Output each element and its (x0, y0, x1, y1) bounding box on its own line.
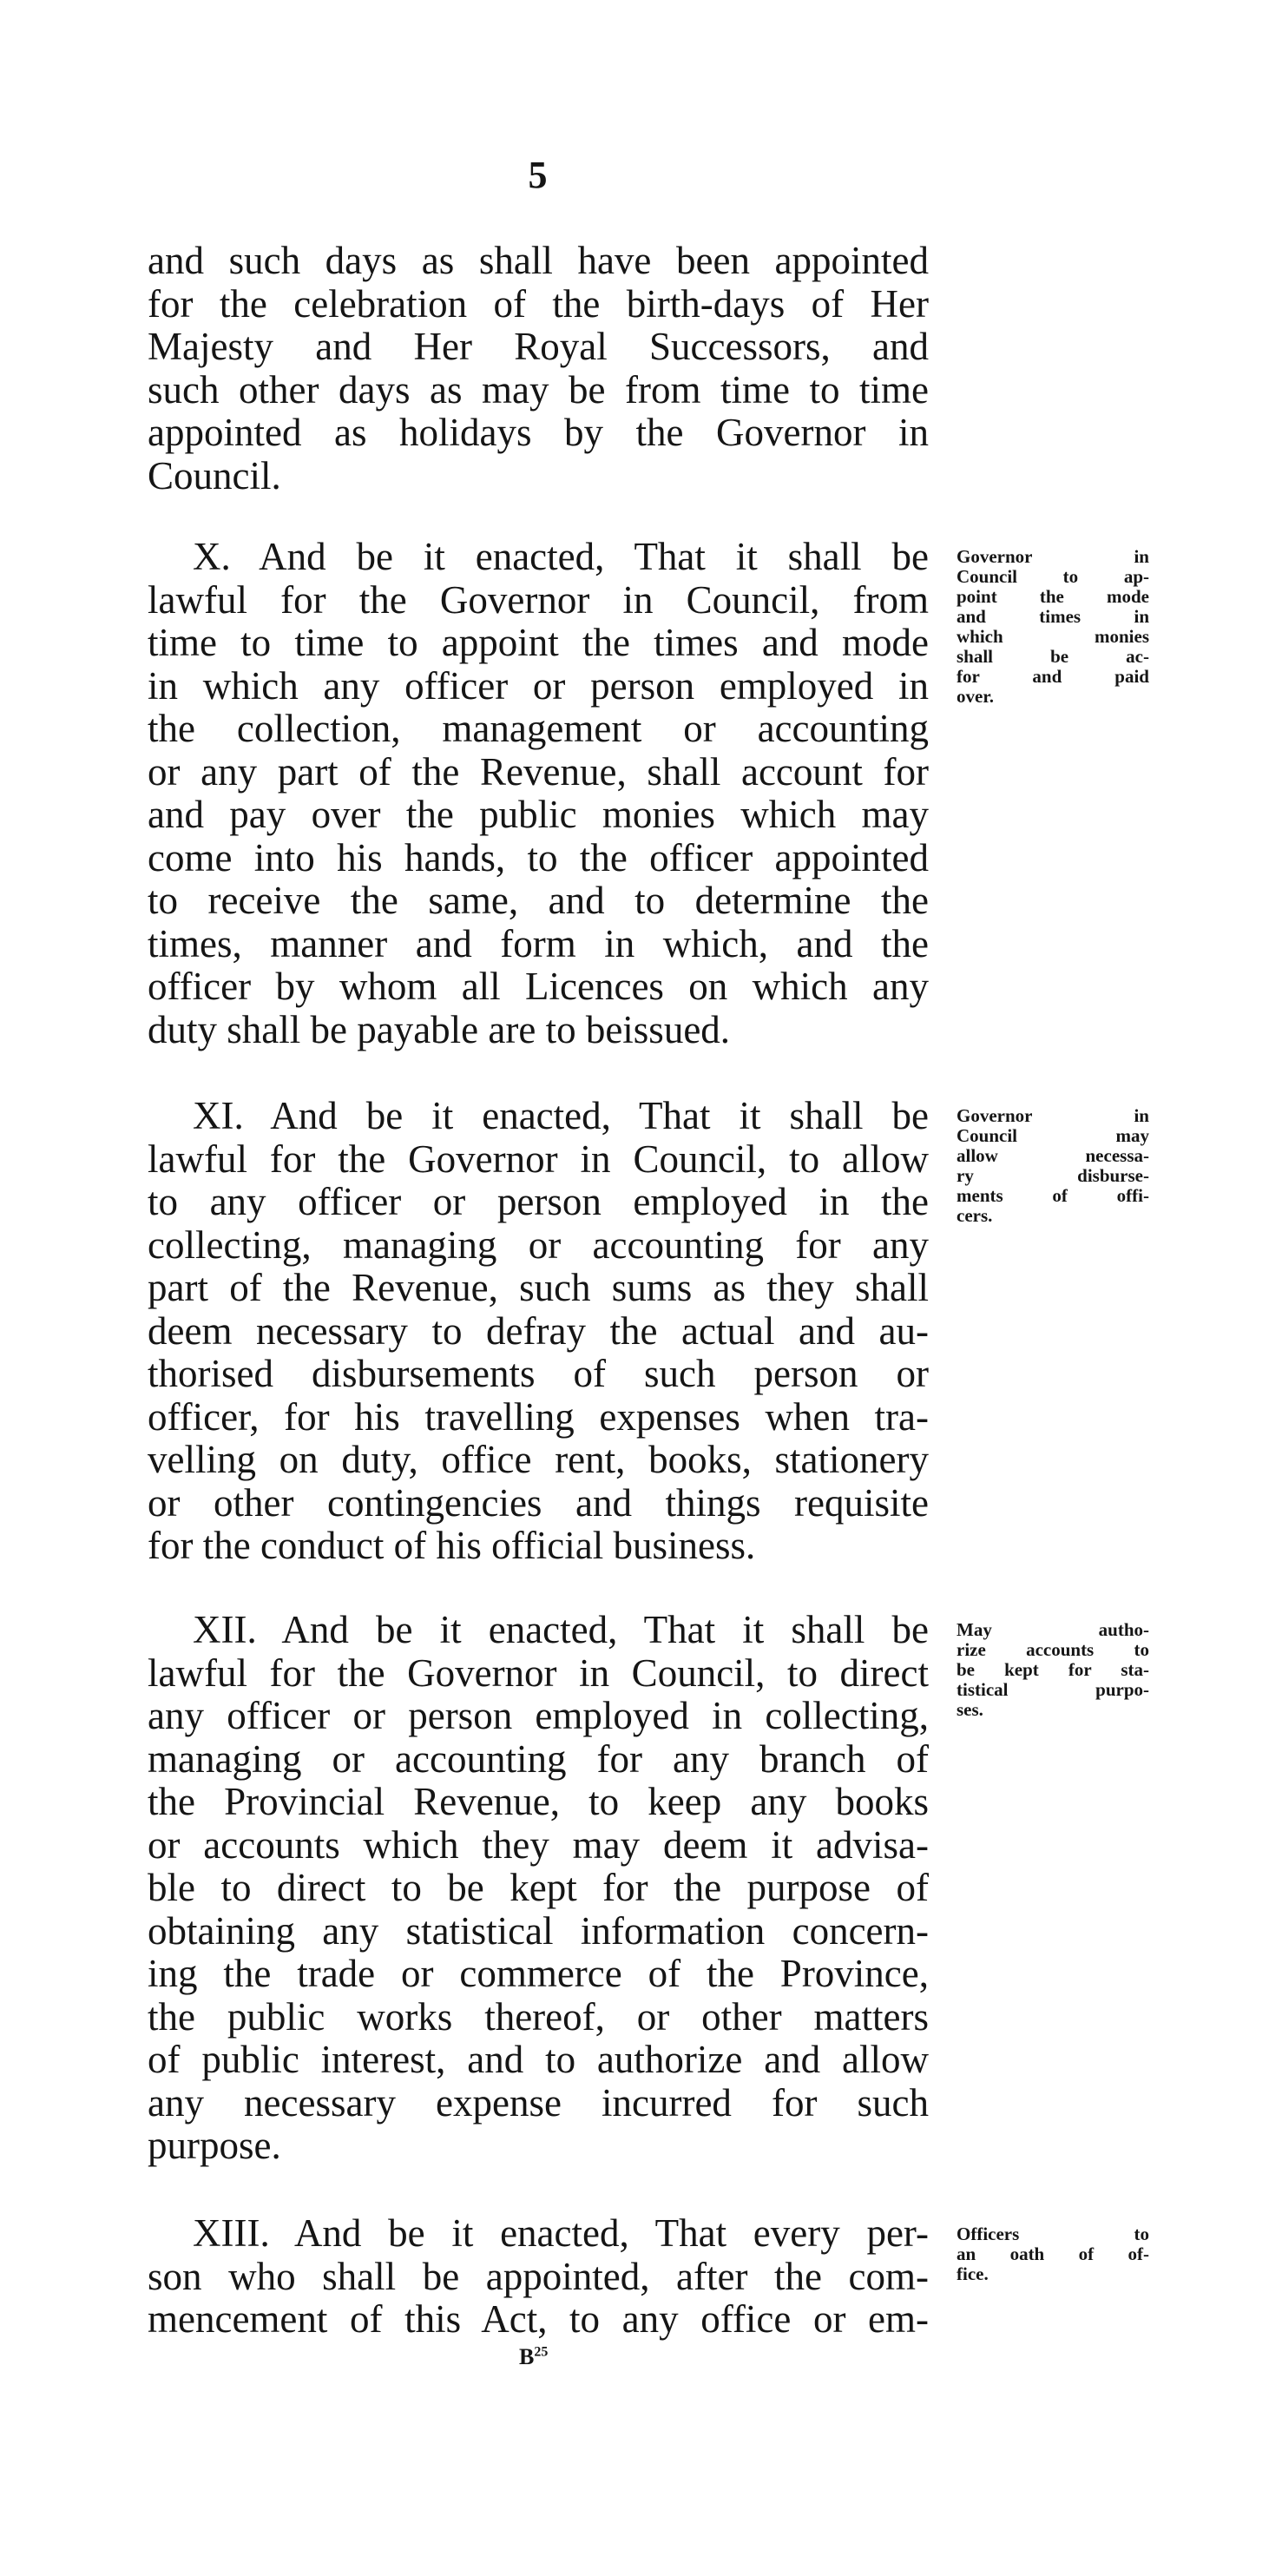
section-xii (148, 1609, 929, 2168)
section-heading-line: XI. And be it enacted, That it shall be (193, 1094, 929, 1137)
margin-note-line: point the mode (957, 586, 1149, 607)
text-line: and pay over the public monies which may (148, 793, 929, 836)
text-line: to any officer or person employed in the (148, 1180, 929, 1223)
signature-letter: B (519, 2344, 535, 2369)
text-line: the Provincial Revenue, to keep any books (148, 1780, 929, 1823)
margin-note-line: allow necessa- (957, 1145, 1149, 1166)
text-line: or any part of the Revenue, shall account for (148, 749, 929, 794)
text-line: deem necessary to defray the actual and au- (148, 1308, 929, 1353)
margin-note-line: an oath of of- (957, 2243, 1149, 2264)
text-line: or accounts which they may deem it advisa- (148, 1822, 929, 1867)
text-line: officer, for his travelling expenses when tra- (148, 1394, 929, 1439)
intro-paragraph (148, 240, 929, 497)
text-line: such other days as may be from time to time (148, 367, 929, 412)
section-heading-line: XIII. And be it enacted, That every per- (193, 2211, 929, 2255)
section-heading-line: X. And be it enacted, That it shall be (193, 535, 929, 578)
margin-note-line: Governor in (957, 1105, 1149, 1126)
text-line: thorised disbursements of such person or (148, 1352, 929, 1395)
margin-note-line: May autho- (957, 1619, 1149, 1640)
margin-note-line: over. (957, 686, 994, 707)
text-line: obtaining any statistical information concern- (148, 1908, 929, 1953)
text-line: Council. (148, 453, 281, 497)
margin-note-xi (957, 1106, 1149, 1226)
text-line: Majesty and Her Royal Successors, and (148, 325, 929, 368)
text-line: in which any officer or person employed in (148, 663, 929, 708)
text-line: time to time to appoint the times and mode (148, 621, 929, 664)
text-line: of public interest, and to authorize and allow (148, 2038, 929, 2081)
signature-number: 25 (534, 2344, 549, 2360)
text-line: and such days as shall have been appointed (148, 239, 929, 282)
margin-note-line: tistical purpo- (957, 1679, 1149, 1700)
text-line: lawful for the Governor in Council, to allow (148, 1136, 929, 1181)
section-heading-line: XII. And be it enacted, That it shall be (193, 1608, 929, 1651)
text-line: or other contingencies and things requisite (148, 1480, 929, 1525)
margin-note-line: rize accounts to (957, 1639, 1149, 1660)
text-line: any necessary expense incurred for such (148, 2080, 929, 2125)
margin-note-line: and times in (957, 606, 1149, 627)
margin-note-xii (957, 1620, 1149, 1720)
text-line: officer by whom all Licences on which any (148, 965, 929, 1008)
margin-note-line: Council may (957, 1125, 1149, 1146)
margin-note-line: Council to ap- (957, 566, 1149, 587)
margin-note-line: ses. (957, 1699, 983, 1720)
text-line: come into his hands, to the officer appointed (148, 835, 929, 880)
margin-note-line: fice. (957, 2263, 989, 2284)
text-line: duty shall be payable are to beissued. (148, 1007, 731, 1051)
text-line: lawful for the Governor in Council, from (148, 577, 929, 622)
text-line: times, manner and form in which, and the (148, 921, 929, 965)
text-line: mencement of this Act, to any office or em- (148, 2297, 929, 2341)
text-line: the collection, management or accounting (148, 707, 929, 750)
text-line: managing or accounting for any branch of (148, 1736, 929, 1781)
text-line: appointed as holidays by the Governor in (148, 411, 929, 454)
text-line: for the celebration of the birth-days of Her (148, 281, 929, 326)
text-line: part of the Revenue, such sums as they shall (148, 1266, 929, 1309)
signature-mark (519, 2344, 548, 2370)
text-line: ing the trade or commerce of the Province, (148, 1952, 929, 1995)
text-line: lawful for the Governor in Council, to direct (148, 1650, 929, 1695)
text-line: the public works thereof, or other matters (148, 1994, 929, 2039)
text-line: to receive the same, and to determine the (148, 879, 929, 922)
margin-note-line: ry disburse- (957, 1165, 1149, 1186)
margin-note-xiii (957, 2224, 1149, 2284)
margin-note-x (957, 547, 1149, 707)
text-line: son who shall be appointed, after the com- (148, 2254, 929, 2298)
section-xiii (148, 2212, 929, 2342)
text-line: any officer or person employed in collecting, (148, 1694, 929, 1737)
text-line: ble to direct to be kept for the purpose of (148, 1866, 929, 1909)
margin-note-line: shall be ac- (957, 646, 1149, 667)
margin-note-line: cers. (957, 1205, 993, 1226)
text-line: for the conduct of his official business. (148, 1524, 756, 1567)
margin-note-line: Governor in (957, 546, 1149, 567)
margin-note-line: which monies (957, 626, 1149, 647)
page-number: 5 (528, 154, 548, 196)
margin-note-line: ments of offi- (957, 1185, 1149, 1206)
section-xi (148, 1095, 929, 1568)
text-line: purpose. (148, 2124, 281, 2167)
section-x (148, 536, 929, 1051)
text-line: collecting, managing or accounting for any (148, 1222, 929, 1267)
margin-note-line: be kept for sta- (957, 1659, 1149, 1680)
margin-note-line: Officers to (957, 2224, 1149, 2244)
margin-note-line: for and paid (957, 666, 1149, 687)
text-line: velling on duty, office rent, books, stationery (148, 1438, 929, 1481)
